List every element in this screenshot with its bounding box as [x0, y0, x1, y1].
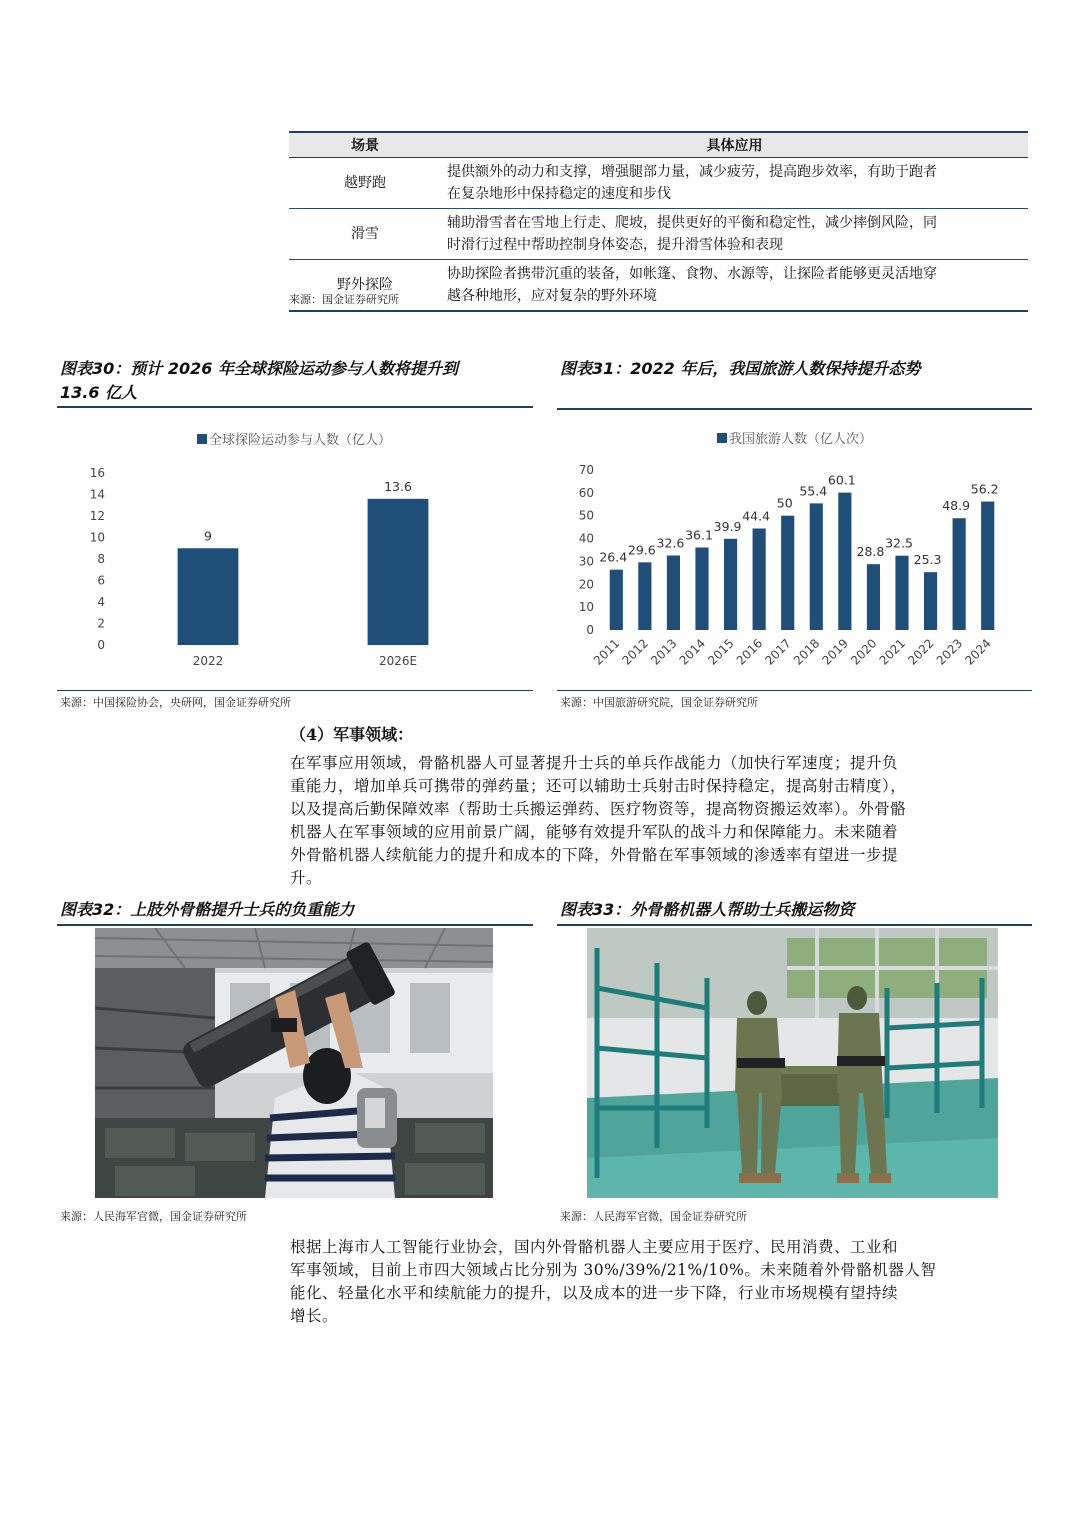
y-tick-label: 0 [97, 638, 105, 652]
x-tick-label: 2026E [378, 654, 418, 668]
bar [667, 555, 680, 630]
bar [695, 547, 708, 630]
legend-label: 全球探险运动参与人数（亿人） [209, 433, 392, 448]
y-tick-label: 40 [578, 531, 594, 546]
fig31-bar-chart [557, 418, 1033, 688]
x-tick-label: 2023 [933, 636, 966, 668]
y-tick-label: 10 [89, 530, 105, 545]
y-tick-label: 20 [578, 577, 594, 592]
bar-value-label: 50 [776, 495, 793, 511]
paragraph-line: 根据上海市人工智能行业协会，国内外骨骼机器人主要应用于医疗、民用消费、工业和 [290, 1238, 899, 1256]
bar [610, 570, 623, 630]
bar-value-label: 48.9 [942, 498, 971, 514]
fig30-title-line1: 图表30：预计 2026 年全球探险运动参与人数将提升到 [60, 359, 458, 378]
fig32-source: 来源：人民海军官微，国金证券研究所 [60, 1210, 247, 1223]
cell-line: 提供额外的动力和支撑，增强腿部力量，减少疲劳，提高跑步效率，有助于跑者 [447, 164, 937, 180]
chart-legend [717, 431, 872, 447]
bar-value-label: 28.8 [856, 544, 885, 560]
fig31-title: 图表31：2022 年后，我国旅游人数保持提升态势 [560, 359, 921, 378]
bar-value-label: 25.3 [913, 552, 942, 568]
bar-value-label: 60.1 [827, 472, 856, 488]
table-cell-application [441, 260, 1028, 312]
fig30-source: 来源：中国探险协会，央研网，国金证券研究所 [60, 696, 291, 709]
bar-value-label: 32.5 [885, 535, 913, 551]
bar [368, 499, 429, 645]
chart-legend [197, 432, 391, 448]
table-row [289, 158, 1028, 209]
x-tick-label: 2017 [762, 636, 794, 668]
table-header-application: 具体应用 [441, 132, 1028, 158]
fig31-title-rule [557, 408, 1032, 410]
bar-value-label: 13.6 [384, 478, 412, 494]
cell-line: 时滑行过程中帮助控制身体姿态，提升滑雪体验和表现 [447, 237, 783, 253]
fig30-bar-chart [57, 418, 533, 688]
fig32-title: 图表32：上肢外骨骼提升士兵的负重能力 [60, 900, 355, 919]
y-tick-label: 2 [97, 616, 105, 631]
x-tick-label: 2012 [619, 636, 651, 668]
y-tick-label: 14 [89, 487, 105, 502]
x-tick-label: 2020 [848, 636, 880, 668]
section4-paragraph [290, 752, 1030, 890]
x-tick-label: 2021 [876, 636, 909, 668]
bar [810, 503, 823, 630]
bar-value-label: 39.9 [713, 518, 742, 534]
legend-swatch [197, 434, 207, 444]
table-row [289, 260, 1028, 312]
bar-value-label: 55.4 [799, 483, 828, 499]
fig33-source: 来源：人民海军官微，国金证券研究所 [560, 1210, 747, 1223]
paragraph-line: 能化、轻量化水平和续航能力的提升，以及成本的进一步下降，行业市场规模有望持续 [290, 1284, 899, 1302]
table-cell-scene: 野外探险 [289, 260, 441, 312]
y-tick-label: 30 [578, 554, 594, 569]
fig30-title [60, 357, 530, 405]
x-tick-label: 2024 [962, 636, 994, 668]
y-tick-label: 50 [578, 508, 594, 523]
x-tick-label: 2014 [676, 636, 709, 668]
fig32-title-rule [57, 924, 533, 926]
bar [924, 572, 937, 630]
bar [838, 493, 851, 630]
paragraph-line: 军事领域，目前上市四大领域占比分别为 30%/39%/21%/10%。未来随着外骨骼机器人智 [290, 1261, 937, 1279]
table-row [289, 209, 1028, 260]
bar-value-label: 36.1 [685, 527, 713, 543]
cell-line: 在复杂地形中保持稳定的速度和步伐 [447, 186, 671, 202]
application-scene-table [289, 131, 1028, 312]
y-tick-label: 12 [89, 509, 105, 523]
paragraph-line: 机器人在军事领域的应用前景广阔，能够有效提升军队的战斗力和保障能力。未来随着 [290, 823, 899, 841]
table-header-scene: 场景 [289, 132, 441, 158]
table-cell-scene: 越野跑 [289, 158, 441, 209]
paragraph-line: 增长。 [290, 1307, 339, 1325]
y-tick-label: 70 [578, 463, 594, 477]
y-tick-label: 0 [586, 623, 594, 637]
x-tick-label: 2022 [905, 636, 937, 668]
bar [867, 564, 880, 630]
fig30-title-line2: 13.6 亿人 [60, 383, 138, 402]
table-cell-scene: 滑雪 [289, 209, 441, 260]
bar-value-label: 32.6 [656, 535, 685, 551]
paragraph-line: 重能力，增加单兵可携带的弹药量；还可以辅助士兵射击时保持稳定，提高射击精度）， [290, 777, 907, 795]
soldiers-carrying-crate-photo [587, 928, 998, 1198]
bar-value-label: 9 [204, 528, 212, 544]
fig31-bottom-rule [557, 690, 1032, 691]
cell-line: 协助探险者携带沉重的装备，如帐篷、食物、水源等，让探险者能够更灵活地穿 [447, 266, 937, 282]
y-tick-label: 4 [97, 595, 105, 609]
fig33-title-rule [557, 924, 1032, 926]
bar [638, 562, 651, 630]
x-tick-label: 2018 [790, 636, 823, 668]
table-cell-application [441, 158, 1028, 209]
bar [953, 518, 966, 630]
y-tick-label: 6 [97, 573, 105, 588]
bar [781, 516, 794, 630]
bar [753, 529, 766, 630]
paragraph-line: 外骨骼机器人续航能力的提升和成本的下降，外骨骼在军事领域的渗透率有望进一步提 [290, 846, 899, 864]
bar [178, 548, 239, 645]
fig30-title-rule [57, 406, 533, 408]
legend-label: 我国旅游人数（亿人次） [729, 432, 873, 447]
cell-line: 辅助滑雪者在雪地上行走、爬坡，提供更好的平衡和稳定性，减少摔倒风险，同 [447, 215, 937, 231]
table-source: 来源：国金证券研究所 [289, 293, 399, 306]
y-tick-label: 60 [578, 485, 594, 500]
x-tick-label: 2013 [648, 636, 680, 668]
y-tick-label: 16 [89, 466, 105, 480]
x-tick-label: 2011 [590, 636, 623, 668]
soldier-lifting-photo [95, 928, 493, 1198]
legend-swatch [717, 433, 727, 443]
x-tick-label: 2022 [192, 654, 224, 668]
fig30-bottom-rule [57, 690, 533, 691]
closing-paragraph [290, 1236, 1030, 1328]
x-tick-label: 2015 [705, 636, 737, 668]
bar-value-label: 44.4 [742, 508, 771, 524]
bar-value-label: 26.4 [599, 549, 628, 565]
paragraph-line: 升。 [290, 869, 323, 887]
table-cell-application [441, 209, 1028, 260]
paragraph-line: 在军事应用领域，骨骼机器人可显著提升士兵的单兵作战能力（加快行军速度；提升负 [290, 754, 899, 772]
fig31-source: 来源：中国旅游研究院，国金证券研究所 [560, 696, 758, 709]
paragraph-line: 以及提高后勤保障效率（帮助士兵搬运弹药、医疗物资等，提高物资搬运效率）。外骨骼 [290, 800, 907, 818]
bar-value-label: 29.6 [627, 542, 656, 558]
bar [895, 556, 908, 630]
y-tick-label: 10 [578, 600, 594, 615]
bar [724, 539, 737, 630]
fig33-title: 图表33：外骨骼机器人帮助士兵搬运物资 [560, 900, 855, 919]
bar [981, 502, 994, 630]
bar-value-label: 56.2 [970, 481, 999, 497]
x-tick-label: 2016 [733, 636, 766, 668]
cell-line: 越各种地形，应对复杂的野外环境 [447, 288, 657, 304]
y-tick-label: 8 [97, 552, 105, 566]
x-tick-label: 2019 [819, 636, 851, 668]
section-heading: （4）军事领域： [290, 725, 414, 744]
